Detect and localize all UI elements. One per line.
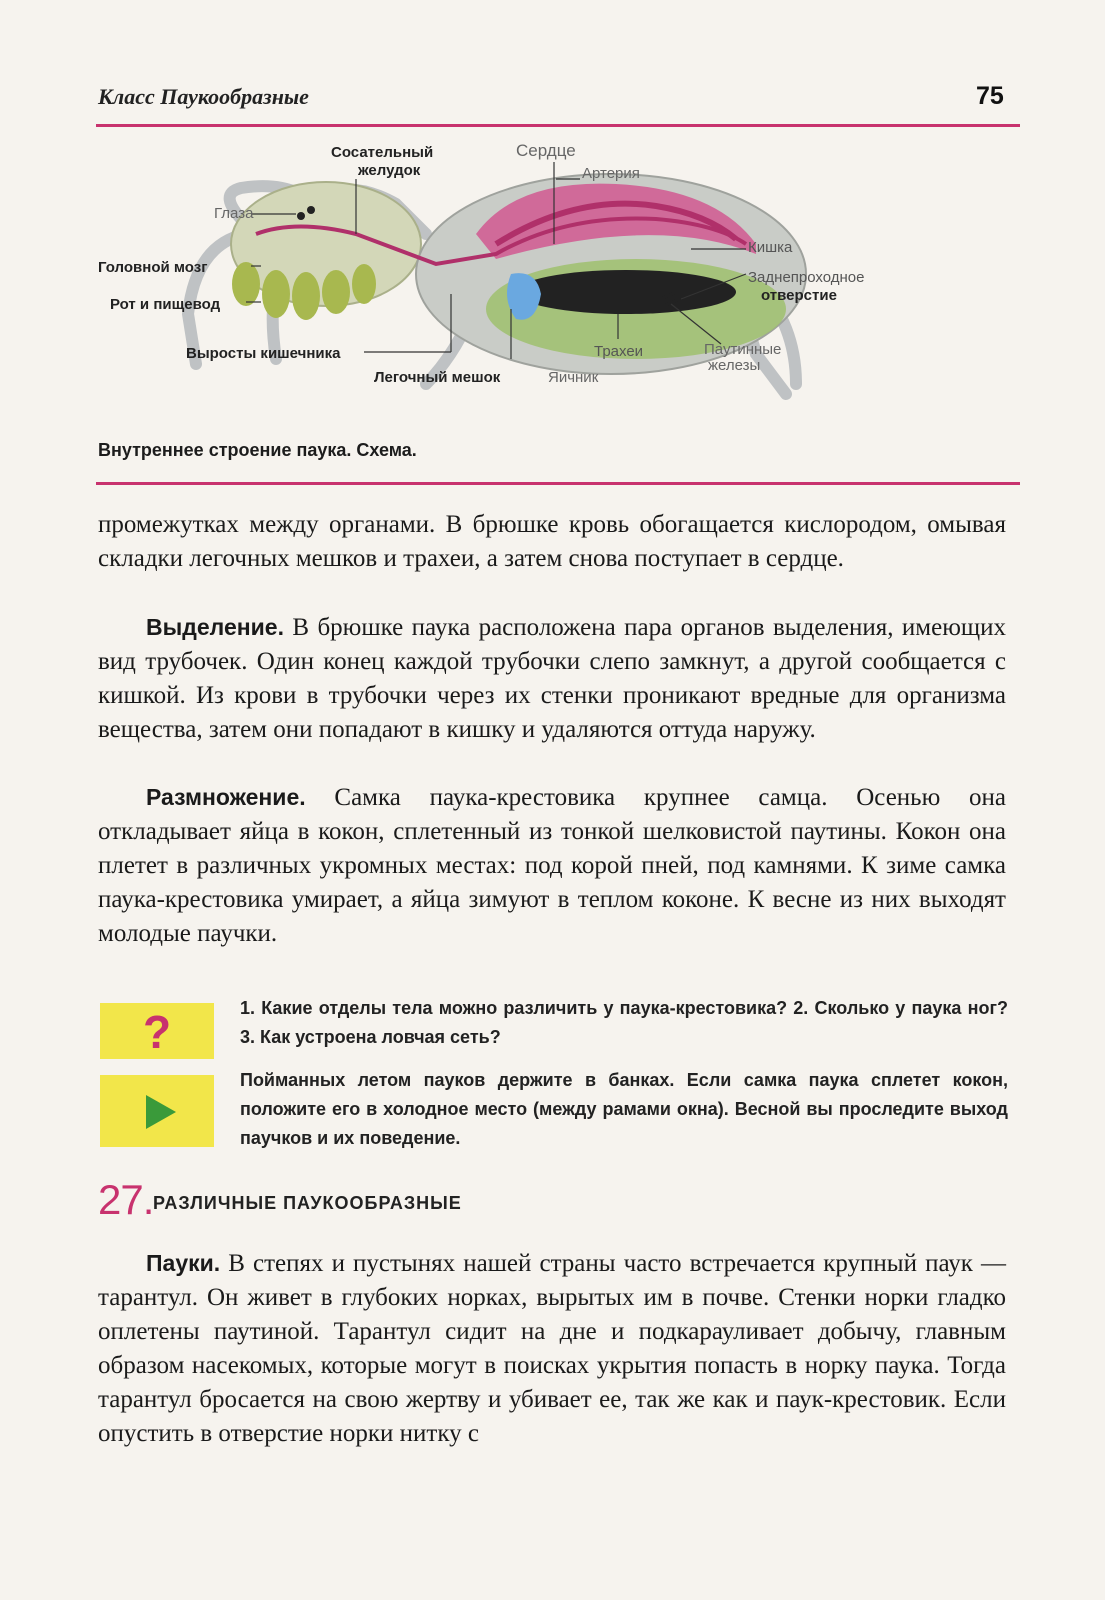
label-anus-1: Заднепроходное [748,269,865,286]
paragraph-text: Самка паука-крестовика крупнее самца. Осенью она откладывает яйца в кокон, сплетенный из тонкой шелковистой паутины. Кокон она плетет в различных укромных местах: под корой пней, под камнями. К зиме самка паука-крестовика умирает, а яйца зимуют в теплом коконе. К весне из них выходят молодые паучки. [98,784,1006,947]
paragraph-excretion [98,610,1006,747]
spider-anatomy-diagram [96,134,996,434]
paragraph-circulation-end [98,508,1006,576]
label-ovary: Яичник [548,369,599,386]
paragraph-text: В брюшке паука расположена пара органов выделения, имеющих вид трубочек. Один конец каждой трубочки слепо замкнут, а другой сообщается с кишкой. Из крови в трубочки через их стенки проникают вредные для организма вещества, затем они попадают в кишку и удаляются оттуда наружу. [98,614,1006,743]
paragraph-heading: Пауки. [146,1250,221,1276]
paragraph-reproduction [98,780,1006,951]
intestine-black [516,270,736,314]
page-number: 75 [976,82,1004,110]
label-glands-2: железы [708,357,761,374]
label-brain: Головной мозг [98,259,208,276]
section-number: 27. [98,1176,154,1223]
label-glands-1: Паутинные [704,341,782,358]
label-anus-2: отверстие [761,287,837,304]
label-lung: Легочный мешок [374,369,501,386]
figure-caption: Внутреннее строение паука. Схема. [98,440,417,460]
label-eyes: Глаза [214,205,254,222]
label-heart: Сердце [516,141,576,160]
paragraph-text: промежутках между органами. В брюшке кровь обогащается кислородом, омывая складки легочных мешков и трахеи, а затем снова поступает в сердце. [98,511,1006,572]
review-questions: 1. Какие отделы тела можно различить у паука-крестовика? 2. Сколько у паука ног? 3. Как устроена ловчая сеть? [240,998,1008,1047]
label-trachea: Трахеи [594,343,644,360]
label-mouth: Рот и пищевод [110,296,221,313]
header-rule [96,124,1020,127]
question-mark-icon: ? [142,1006,172,1058]
paragraph-heading: Выделение. [146,614,284,640]
label-intestine: Кишка [748,239,793,256]
running-header-title: Класс Паукообразные [98,84,309,109]
figure-bottom-rule [96,482,1020,485]
paragraph-spiders [98,1246,1006,1451]
eye-dot [307,206,315,214]
eye-dot [297,212,305,220]
paragraph-heading: Размножение. [146,784,306,810]
section-title: РАЗЛИЧНЫЕ ПАУКООБРАЗНЫЕ [153,1193,462,1213]
task-icon-box [100,1075,214,1147]
paragraph-text: В степях и пустынях нашей страны часто встречается крупный паук — тарантул. Он живет в глубоких норках, вырытых им в почве. Стенки норки гладко оплетены паутиной. Тарантул сидит на дне и подкарауливает добычу, главным образом насекомых, которые могут в поисках укрытия попасть в норку паука. Тогда тарантул бросается на свою жертву и убивает ее, так же как и паук-крестовик. Если опустить в отверстие норки нитку с [98,1250,1006,1447]
questions-icon-box [100,1003,214,1059]
label-outgrowths: Выросты кишечника [186,345,341,362]
practical-task: Пойманных летом пауков держите в банках. Если самка паука сплетет кокон, положите его в холодное место (между рамами окна). Весной вы проследите выход паучков и их поведение. [240,1070,1008,1148]
label-artery: Артерия [582,165,640,182]
label-stomach-1: Сосательный [331,144,434,161]
label-stomach-2: желудок [358,162,421,179]
play-triangle-icon [100,1075,214,1147]
